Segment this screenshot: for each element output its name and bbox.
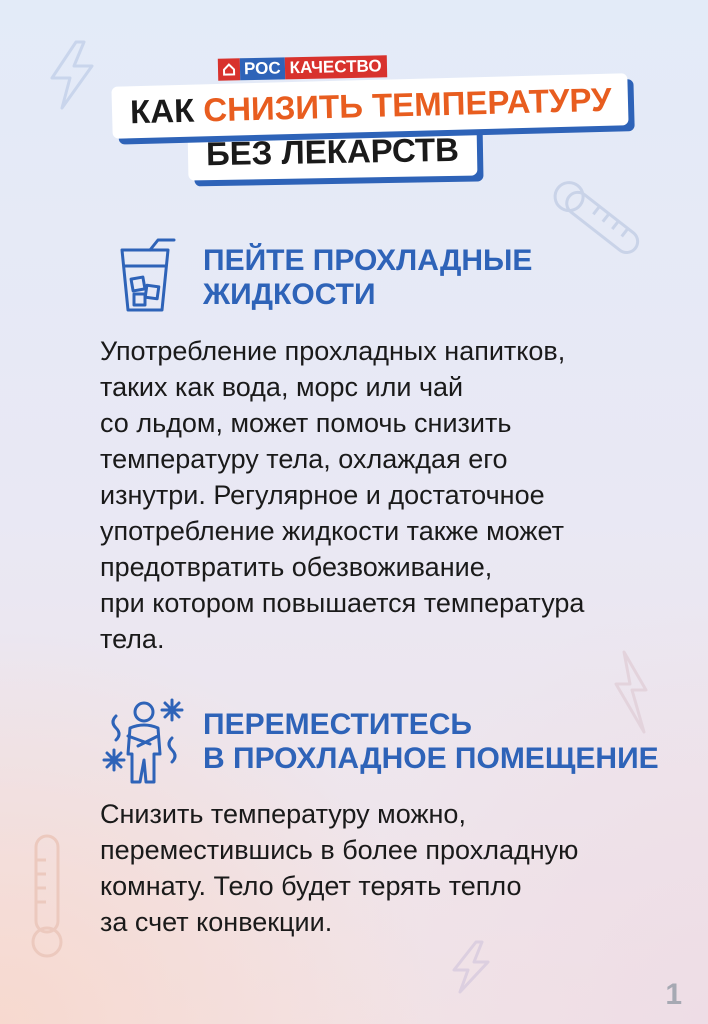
body-line: Снизить температуру можно, bbox=[100, 799, 466, 829]
logo-part-kachestvo: КАЧЕСТВО bbox=[284, 55, 386, 79]
glass-with-ice-icon bbox=[116, 236, 180, 314]
section-2-heading-line-2: В ПРОХЛАДНОЕ ПОМЕЩЕНИЕ bbox=[203, 742, 659, 775]
body-line: комнату. Тело будет терять тепло bbox=[100, 871, 522, 901]
title-plain: КАК bbox=[129, 91, 195, 131]
thermometer-icon bbox=[18, 830, 78, 960]
body-line: тела. bbox=[100, 624, 165, 654]
title-line-2: БЕЗ ЛЕКАРСТВ bbox=[188, 123, 478, 180]
section-1-body bbox=[100, 333, 584, 657]
body-line: переместившись в более прохладную bbox=[100, 835, 579, 865]
title-line-1 bbox=[111, 73, 628, 138]
body-line: Употребление прохладных напитков, bbox=[100, 336, 566, 366]
body-line: со льдом, может помочь снизить bbox=[100, 408, 512, 438]
house-icon bbox=[218, 58, 240, 80]
title-accent: СНИЗИТЬ ТЕМПЕРАТУРУ bbox=[202, 80, 612, 129]
body-line: температуру тела, охлаждая его bbox=[100, 444, 508, 474]
section-2-heading bbox=[203, 708, 659, 776]
body-line: изнутри. Регулярное и достаточное bbox=[100, 480, 545, 510]
roskachestvo-logo bbox=[218, 55, 387, 81]
cold-person-snowflake-icon bbox=[100, 698, 186, 786]
body-line: при котором повышается температура bbox=[100, 588, 585, 618]
section-2-body bbox=[100, 796, 578, 940]
body-line: предотвратить обезвоживание, bbox=[100, 552, 493, 582]
lightning-icon bbox=[46, 40, 98, 110]
section-1-heading-line-1: ПЕЙТЕ ПРОХЛАДНЫЕ bbox=[203, 244, 533, 277]
thermometer-icon bbox=[540, 172, 660, 272]
body-line: употребление жидкости также может bbox=[100, 516, 564, 546]
body-line: таких как вода, морс или чай bbox=[100, 372, 464, 402]
section-1-heading bbox=[203, 244, 532, 312]
lightning-icon bbox=[446, 940, 496, 994]
section-2-heading-line-1: ПЕРЕМЕСТИТЕСЬ bbox=[203, 708, 472, 741]
section-1-heading-line-2: ЖИДКОСТИ bbox=[203, 278, 376, 311]
page-number: 1 bbox=[665, 978, 682, 1011]
logo-part-ros: РОС bbox=[240, 57, 285, 80]
body-line: за счет конвекции. bbox=[100, 907, 333, 937]
